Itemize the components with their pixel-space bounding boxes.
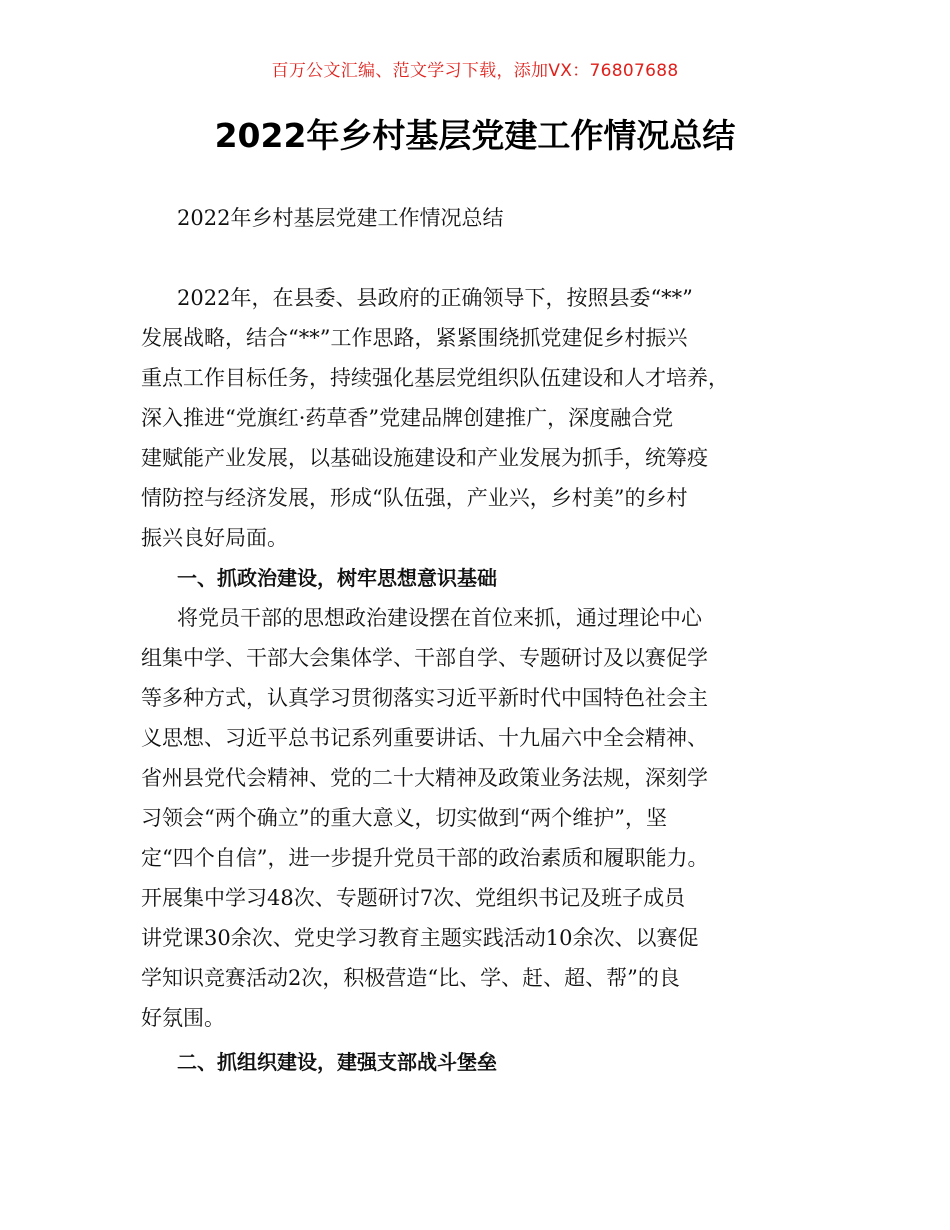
paragraph-line: 定“四个自信”，进一步提升党员干部的政治素质和履职能力。: [141, 846, 709, 870]
paragraph-line: 习领会“两个确立”的重大意义，切实做到“两个维护”，坚: [141, 806, 667, 830]
document-body: [141, 198, 829, 1082]
paragraph-line: 振兴良好局面。: [141, 526, 288, 550]
paragraph-line: 学知识竞赛活动2次，积极营造“比、学、赶、超、帮”的良: [141, 966, 680, 990]
paragraph-line: 建赋能产业发展，以基础设施建设和产业发展为抓手，统筹疫: [141, 446, 708, 470]
section1-paragraph: [141, 598, 829, 1038]
section-heading-2: 二、抓组织建设，建强支部战斗堡垒: [177, 1050, 497, 1074]
section-heading-1: 一、抓政治建设，树牢思想意识基础: [177, 566, 497, 590]
paragraph-line: 等多种方式，认真学习贯彻落实习近平新时代中国特色社会主: [141, 686, 708, 710]
paragraph-line: 开展集中学习48次、专题研讨7次、党组织书记及班子成员: [141, 886, 686, 910]
paragraph-line: 情防控与经济发展，形成“队伍强，产业兴，乡村美”的乡村: [141, 486, 688, 510]
paragraph-line: 将党员干部的思想政治建设摆在首位来抓，通过理论中心: [177, 606, 702, 630]
paragraph-line: 2022年，在县委、县政府的正确领导下，按照县委“**”: [177, 286, 693, 310]
document-subtitle: 2022年乡村基层党建工作情况总结: [177, 206, 504, 230]
paragraph-line: 深入推进“党旗红·药草香”党建品牌创建推广，深度融合党: [141, 406, 674, 430]
paragraph-line: 省州县党代会精神、党的二十大精神及政策业务法规，深刻学: [141, 766, 708, 790]
paragraph-line: 好氛围。: [141, 1006, 225, 1030]
document-title: 2022年乡村基层党建工作情况总结: [214, 116, 736, 155]
promo-banner: 百万公文汇编、范文学习下载，添加VX：76807688: [271, 61, 679, 81]
paragraph-line: 组集中学、干部大会集体学、干部自学、专题研讨及以赛促学: [141, 646, 708, 670]
intro-paragraph: [141, 278, 829, 558]
paragraph-line: 重点工作目标任务，持续强化基层党组织队伍建设和人才培养，: [141, 366, 729, 390]
paragraph-line: 发展战略，结合“**”工作思路，紧紧围绕抓党建促乡村振兴: [141, 326, 688, 350]
paragraph-line: 义思想、习近平总书记系列重要讲话、十九届六中全会精神、: [141, 726, 708, 750]
paragraph-line: 讲党课30余次、党史学习教育主题实践活动10余次、以赛促: [141, 926, 699, 950]
